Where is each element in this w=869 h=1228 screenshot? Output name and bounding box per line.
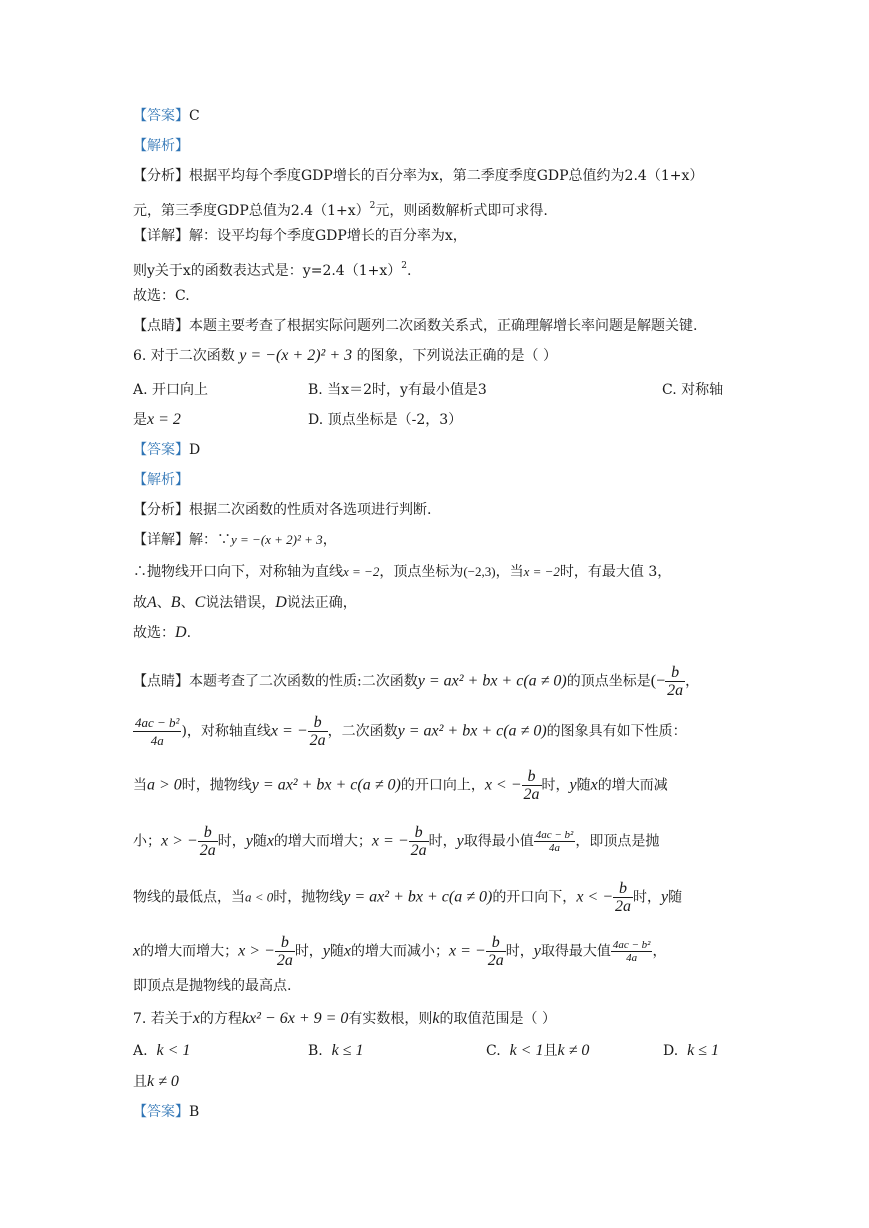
text: 时，: [541, 777, 570, 794]
fenxi-tag: 【分析】: [133, 168, 189, 184]
math-expression: k ≠ 0: [557, 1042, 590, 1059]
stem-text: 的方程: [199, 1011, 242, 1027]
superscript: 2: [369, 201, 376, 211]
q7-option-d-cont: [133, 1073, 179, 1091]
denominator: 2a: [276, 952, 293, 969]
fraction: [534, 829, 576, 854]
math-expression: a < 0: [245, 889, 274, 905]
answer-value: D: [189, 442, 201, 458]
q6-dianjing-line-6: [133, 934, 666, 969]
answer-tag: 【答案】: [133, 442, 189, 458]
text: 当: [133, 777, 147, 794]
q5-xiangjie-line-1: [133, 227, 467, 245]
math-letter: x: [590, 776, 598, 794]
math-letter: y: [533, 942, 541, 960]
numerator: b: [308, 714, 328, 732]
fenxi-text: 根据平均每个季度GDP增长的百分率为x，第二季度季度GDP总值约为2.4（1+x）: [189, 168, 704, 184]
q6-option-d: D. 顶点坐标是（-2，3）: [308, 412, 463, 428]
fraction: [665, 664, 685, 699]
q5-fenxi-line-1: [133, 167, 703, 185]
option-text: B. 当x＝2时，y有最小值是: [308, 382, 478, 398]
denominator: 4a: [150, 733, 164, 748]
dianjing-text: 本题主要考查了根据实际问题列二次函数关系式，正确理解增长率问题是解题关键.: [189, 318, 698, 334]
text: 的增大而减小；: [351, 943, 450, 960]
fraction: [308, 714, 328, 749]
q6-dianjing-line-4: [133, 824, 659, 859]
xiangjie-tag: 【详解】: [133, 228, 189, 244]
text: 随: [329, 943, 344, 960]
text: 随: [668, 889, 683, 906]
math-letter: C: [194, 594, 206, 611]
math-letter: x: [266, 832, 274, 850]
q6-dianjing-line-7: 即顶点是抛物线的最高点.: [133, 978, 292, 994]
option-text: 且: [133, 1074, 147, 1090]
math-letter: y: [245, 832, 253, 850]
fraction: [275, 934, 295, 969]
math-letter: x: [343, 942, 352, 960]
math-expression: x = −: [371, 832, 409, 850]
q5-fenxi-line-2: [133, 197, 548, 220]
answer-tag: 【答案】: [133, 108, 189, 124]
fraction: [611, 939, 653, 964]
q6-dianjing-line-5: [133, 880, 682, 915]
answer-value: C: [189, 108, 200, 124]
fenxi-tag: 【分析】: [133, 502, 189, 518]
q5-answer-line: [133, 107, 200, 125]
q6-xiangjie-line-2: [133, 563, 671, 581]
option-label: B.: [308, 1043, 323, 1059]
math-expression: y = −(x + 2)² + 3: [239, 347, 353, 364]
math-expression: y = ax² + bx + c(a ≠ 0): [417, 672, 567, 690]
text: ，: [652, 943, 667, 960]
q6-dianjing-line-2: [133, 714, 687, 749]
q6-choose: [133, 624, 191, 642]
text: 时，: [217, 833, 246, 850]
q6-option-a: A. 开口向上: [133, 382, 209, 398]
q6-stem: [133, 347, 557, 365]
q7-answer-line: [133, 1103, 199, 1121]
q5-xiangjie-line-2: [133, 257, 411, 280]
stem-text: 7. 若关于: [133, 1011, 193, 1027]
denominator: 2a: [199, 842, 216, 859]
math-expression: x > −: [238, 942, 275, 960]
numerator: 4ac − b²: [612, 939, 651, 951]
math-expression: y = ax² + bx + c(a ≠ 0): [251, 776, 401, 794]
analysis-heading: 【解析】: [133, 138, 189, 154]
answer-tag: 【答案】: [133, 1104, 189, 1120]
fenxi-text: 元，则函数解析式即可求得.: [375, 203, 548, 219]
math-letter: y: [661, 888, 669, 906]
text: 时，: [633, 889, 662, 906]
xiangjie-text: .: [406, 263, 412, 279]
denominator: 2a: [309, 732, 326, 749]
dianjing-tag: 【点睛】: [133, 673, 189, 690]
text: ，当: [495, 564, 524, 580]
stem-text: 的图象，下列说法正确的是（ ）: [356, 348, 558, 364]
fraction: [409, 824, 429, 859]
q5-choose: 故选：C.: [133, 288, 190, 304]
option-label: C.: [486, 1043, 501, 1059]
denominator: 2a: [487, 952, 504, 969]
text: .: [186, 625, 192, 641]
text: ，顶点坐标为: [379, 564, 464, 580]
text: 随: [576, 777, 591, 794]
q7-option-a: [133, 1042, 190, 1060]
math-letter: y: [569, 776, 577, 794]
math-letter: D: [175, 624, 187, 641]
text: 时，抛物线: [181, 777, 252, 794]
numerator: b: [486, 934, 506, 952]
analysis-heading: 【解析】: [133, 472, 189, 488]
math-expression: a > 0: [147, 776, 182, 794]
superscript: 2: [401, 261, 407, 271]
math-expression: x < −: [576, 888, 614, 906]
q6-fenxi: [133, 501, 431, 519]
math-letter: x: [133, 942, 141, 960]
text: 小；: [133, 833, 161, 850]
option-text: 是: [133, 412, 147, 428]
xiangjie-tag: 【详解】: [133, 532, 189, 548]
numerator: b: [665, 664, 685, 682]
dianjing-tag: 【点睛】: [133, 318, 189, 334]
text: 故选：: [133, 625, 175, 641]
text: 物线的最低点，当: [133, 889, 245, 906]
stem-text: 6. 对于二次函数: [133, 348, 235, 364]
text: 的顶点坐标是: [566, 673, 651, 690]
fraction: [522, 768, 542, 803]
text: 故: [133, 595, 147, 611]
xiangjie-text: 解：设平均每个季度GDP增长的百分率为x，: [189, 228, 467, 244]
q6-answer-line: [133, 441, 200, 459]
fenxi-text: 根据二次函数的性质对各选项进行判断.: [189, 502, 432, 518]
q6-option-c-cont: [133, 411, 181, 429]
text: 时，: [428, 833, 457, 850]
fraction: [198, 824, 218, 859]
fraction: [613, 880, 633, 915]
math-expression: x = −: [449, 942, 486, 960]
text: 时，: [505, 943, 534, 960]
math-letter: D: [275, 594, 287, 611]
math-letter: A: [147, 594, 157, 611]
text: 的增大而增大；: [140, 943, 239, 960]
fenxi-text: 元，第三季度GDP总值为2.4（1+x）: [133, 203, 370, 219]
math-expression: x = −2: [343, 564, 380, 579]
numerator: 4ac − b²: [135, 715, 180, 730]
text: 的开口向上，: [400, 777, 485, 794]
q6-option-c: C. 对称轴: [662, 382, 724, 398]
q7-stem: [133, 1010, 556, 1028]
xiangjie-text: 解：∵: [189, 532, 231, 548]
text: 说法错误，: [205, 595, 276, 611]
math-expression: y = ax² + bx + c(a ≠ 0): [397, 722, 547, 740]
text: )，对称轴直线: [181, 723, 271, 740]
text: 的增大而增大；: [273, 833, 372, 850]
q7-option-c: [486, 1042, 589, 1060]
numerator: b: [409, 824, 429, 842]
numerator: b: [613, 880, 633, 898]
q6-dianjing-line-3: [133, 768, 668, 803]
numerator: b: [522, 768, 542, 786]
math-expression: x < −: [484, 776, 522, 794]
text: 、: [180, 595, 195, 611]
denominator: 2a: [667, 682, 684, 699]
text: ，即顶点是抛: [575, 833, 660, 850]
text: 说法正确，: [286, 595, 357, 611]
math-expression: x = −: [270, 722, 308, 740]
option-text: 且: [543, 1043, 558, 1059]
text: 本题考查了二次函数的性质:二次函数: [189, 673, 418, 690]
fraction: [133, 714, 181, 749]
math-expression: (−: [650, 672, 666, 690]
math-expression: k ≠ 0: [147, 1073, 179, 1090]
math-expression: x = −2: [523, 564, 560, 579]
option-value: 3: [477, 382, 487, 398]
math-letter: y: [456, 832, 464, 850]
math-expression: y = ax² + bx + c(a ≠ 0): [343, 888, 493, 906]
numerator: b: [275, 934, 295, 952]
math-expression: kx² − 6x + 9 = 0: [241, 1010, 349, 1027]
q6-xiangjie-line-3: [133, 594, 357, 612]
xiangjie-text: ，: [322, 532, 337, 548]
text: 、: [156, 595, 171, 611]
text: 时，有最大值 3，: [559, 564, 672, 580]
q7-option-d: [663, 1042, 719, 1060]
text: 的开口向下，: [492, 889, 577, 906]
q6-dianjing-line-1: [133, 664, 699, 699]
text: 时，抛物线: [273, 889, 344, 906]
q7-option-b: [308, 1042, 364, 1060]
q6-xiangjie: [133, 531, 337, 549]
denominator: 2a: [410, 842, 427, 859]
text: 的增大而减: [597, 777, 668, 794]
math-expression: x = 2: [147, 411, 181, 428]
fraction: [486, 934, 506, 969]
stem-text: 的取值范围是（ ）: [439, 1011, 556, 1027]
option-label: A.: [133, 1043, 148, 1059]
text: ，二次函数: [327, 723, 398, 740]
math-expression: k ≤ 1: [687, 1042, 719, 1059]
stem-text: 有实数根，则: [348, 1011, 433, 1027]
q6-option-b: [308, 381, 487, 399]
text: 的图象具有如下性质：: [546, 723, 687, 740]
math-letter: y: [322, 942, 330, 960]
text: 随: [252, 833, 267, 850]
numerator: 4ac − b²: [535, 829, 574, 841]
math-expression: k < 1: [509, 1042, 544, 1059]
math-letter: k: [432, 1010, 440, 1027]
denominator: 2a: [523, 786, 540, 803]
math-expression: k ≤ 1: [331, 1042, 364, 1059]
text: 取得最小值: [463, 833, 534, 850]
q5-dianjing: [133, 317, 697, 335]
math-letter: x: [192, 1010, 200, 1027]
denominator: 4a: [549, 842, 561, 854]
answer-value: B: [189, 1104, 200, 1120]
math-expression: x > −: [161, 832, 198, 850]
text: ∴抛物线开口向下，对称轴为直线: [133, 564, 343, 580]
numerator: b: [198, 824, 218, 842]
math-expression: (−2,3): [463, 564, 496, 579]
text: ，: [685, 673, 700, 690]
math-letter: B: [170, 594, 181, 611]
math-expression: k < 1: [156, 1042, 191, 1059]
text: 时，: [294, 943, 323, 960]
xiangjie-text: 则y关于x的函数表达式是：y=2.4（1+x）: [133, 263, 402, 279]
text: 取得最大值: [540, 943, 611, 960]
denominator: 4a: [626, 952, 638, 964]
option-label: D.: [663, 1043, 679, 1059]
denominator: 2a: [615, 898, 632, 915]
math-expression: y = −(x + 2)² + 3: [231, 532, 323, 547]
